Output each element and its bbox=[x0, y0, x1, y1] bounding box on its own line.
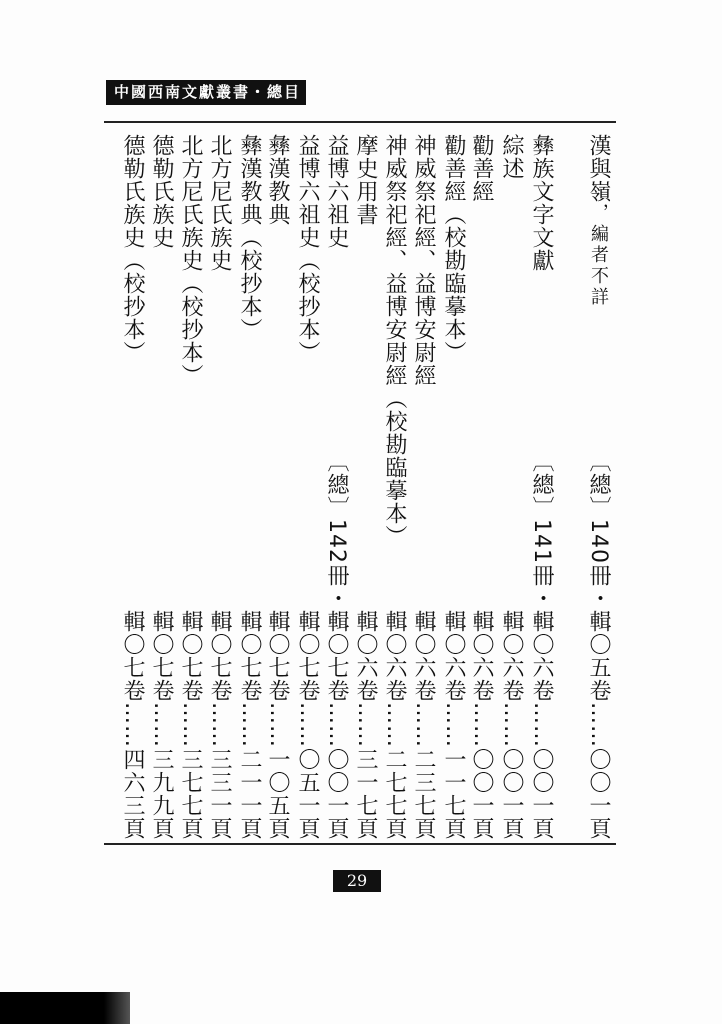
entry-location: 〔總〕142冊・輯〇七卷……〇〇一頁 bbox=[324, 450, 349, 840]
entry-title bbox=[149, 134, 173, 249]
entry-location: 輯〇六卷……〇〇一頁 bbox=[469, 610, 494, 840]
entry-title bbox=[499, 134, 523, 180]
entry-title bbox=[207, 134, 231, 272]
title-text: 綜述 bbox=[499, 134, 524, 180]
entry-title bbox=[295, 134, 319, 364]
title-text: 北方尼氏族史 bbox=[207, 134, 232, 272]
title-text: 益博六祖史 bbox=[324, 134, 349, 249]
entry-location: 輯〇七卷……二一一頁 bbox=[237, 610, 262, 840]
entry-title bbox=[469, 134, 493, 203]
title-text: 彝族文字文獻 bbox=[529, 134, 554, 272]
entry-title bbox=[411, 134, 435, 387]
title-text: 彝漢教典（校抄本） bbox=[237, 134, 262, 341]
entry-location: 輯〇七卷……三七七頁 bbox=[178, 610, 203, 840]
entry-title bbox=[237, 134, 261, 341]
bottom-rule bbox=[104, 843, 616, 845]
entry-location: 輯〇七卷……三三一頁 bbox=[207, 610, 232, 840]
title-text: 漢與嶺 bbox=[586, 134, 611, 203]
entry-title bbox=[529, 134, 553, 272]
entry-location: 輯〇七卷……四六三頁 bbox=[120, 610, 145, 840]
title-text: 德勒氏族史 bbox=[149, 134, 174, 249]
entry-location: 輯〇六卷……〇〇一頁 bbox=[499, 610, 524, 840]
series-header: 中國西南文獻叢書・總目 bbox=[106, 80, 306, 105]
title-text: 神威祭祀經、益博安尉經 bbox=[411, 134, 436, 387]
top-rule bbox=[104, 121, 616, 123]
entry-title bbox=[324, 134, 348, 249]
title-text: 勸善經 bbox=[469, 134, 494, 203]
entry-title bbox=[120, 134, 144, 364]
entry-title bbox=[353, 134, 377, 226]
entry-title bbox=[586, 134, 610, 308]
title-text: 彝漢教典 bbox=[265, 134, 290, 226]
scan-artifact bbox=[0, 992, 130, 1024]
title-text: 摩史用書 bbox=[353, 134, 378, 226]
title-text: 勸善經（校勘臨摹本） bbox=[441, 134, 466, 364]
entry-title bbox=[382, 134, 406, 548]
title-text: 神威祭祀經、益博安尉經（校勘臨摹本） bbox=[382, 134, 407, 548]
entry-note: ，編者不詳 bbox=[588, 203, 609, 308]
title-text: 北方尼氏族史（校抄本） bbox=[178, 134, 203, 387]
entry-location: 輯〇六卷……二七七頁 bbox=[382, 610, 407, 840]
entry-title bbox=[441, 134, 465, 364]
page-number: 29 bbox=[333, 870, 381, 892]
title-text: 德勒氏族史（校抄本） bbox=[120, 134, 145, 364]
entry-title bbox=[178, 134, 202, 387]
entry-location: 輯〇七卷……三九九頁 bbox=[149, 610, 174, 840]
entry-location: 輯〇七卷……〇五一頁 bbox=[295, 610, 320, 840]
entry-location: 輯〇七卷……一〇五頁 bbox=[265, 610, 290, 840]
entry-location: 輯〇六卷……二三七頁 bbox=[411, 610, 436, 840]
title-text: 益博六祖史（校抄本） bbox=[295, 134, 320, 364]
entry-location: 〔總〕140冊・輯〇五卷……〇〇一頁 bbox=[586, 450, 611, 840]
entry-location: 輯〇六卷……三一七頁 bbox=[353, 610, 378, 840]
entry-location: 輯〇六卷……一一七頁 bbox=[441, 610, 466, 840]
entry-location: 〔總〕141冊・輯〇六卷……〇〇一頁 bbox=[529, 450, 554, 840]
entry-title bbox=[265, 134, 289, 226]
